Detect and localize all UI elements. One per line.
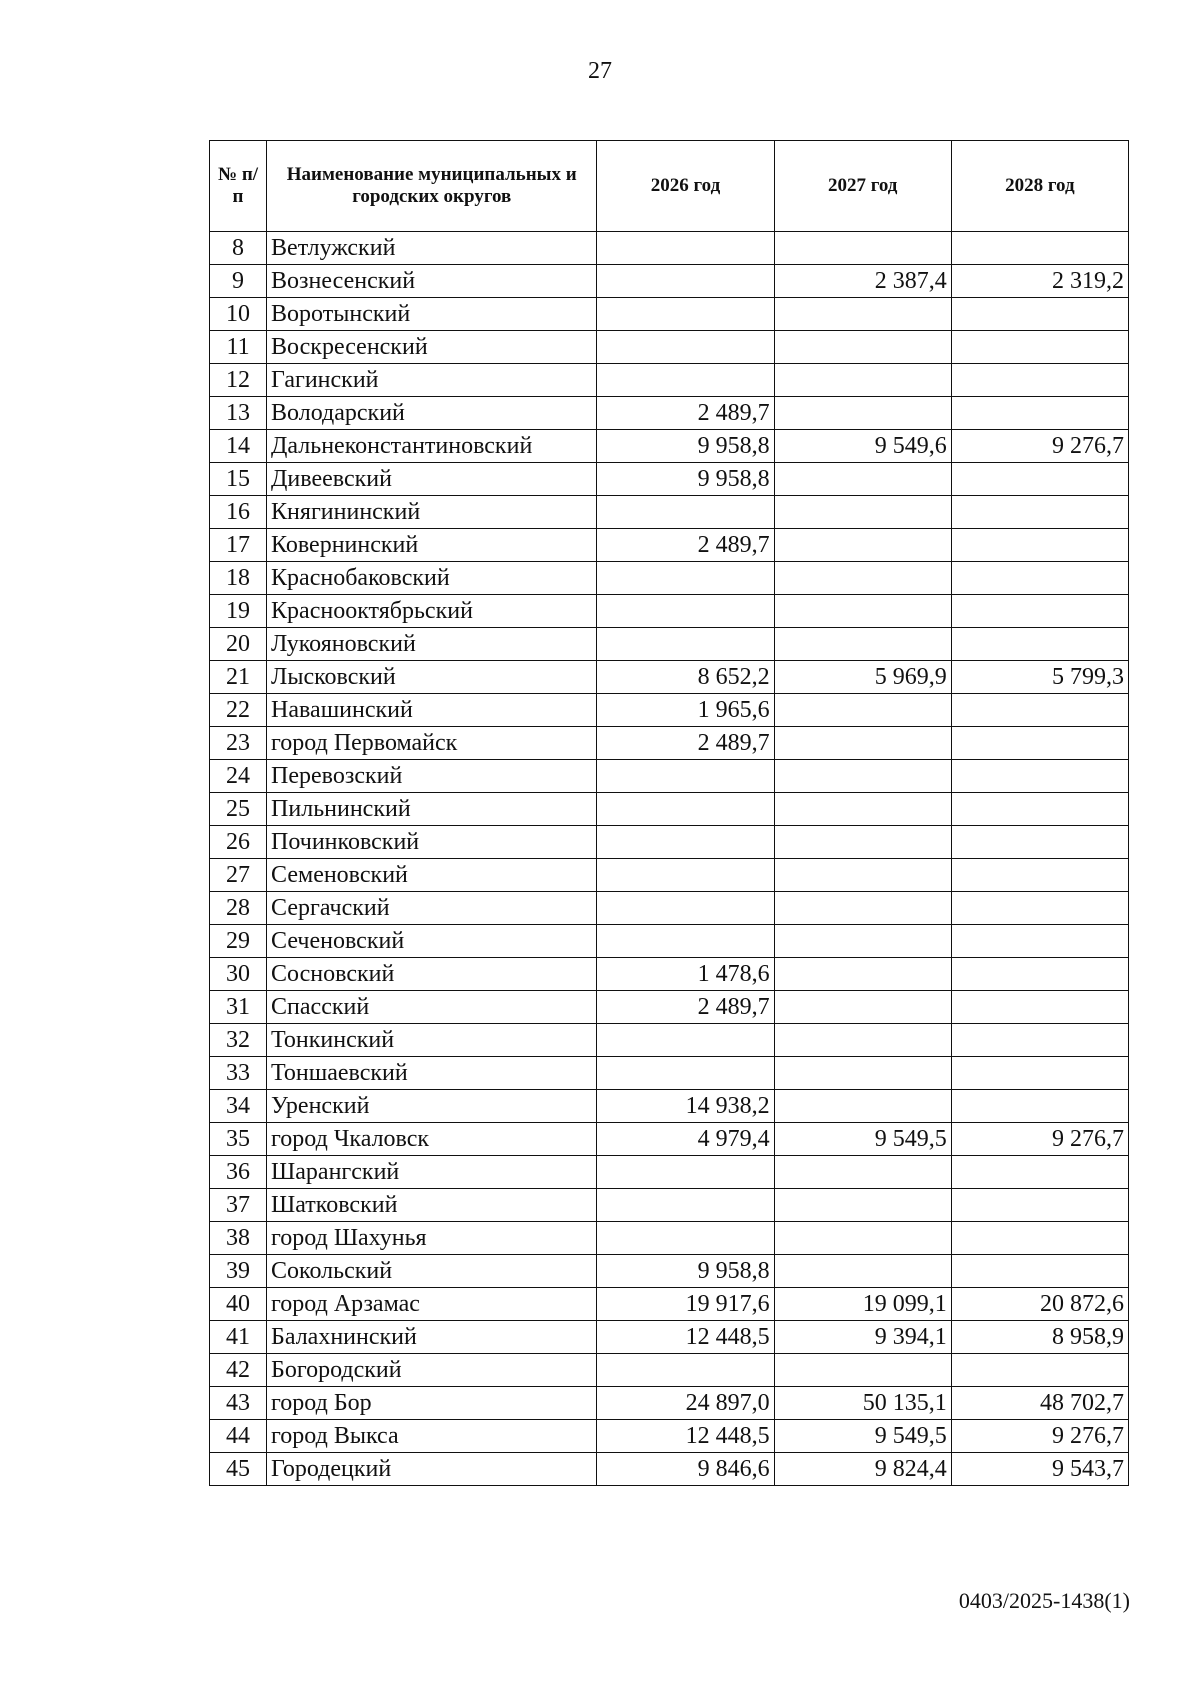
cell-number: 20 — [210, 628, 267, 661]
table-header-row — [210, 141, 1129, 232]
table-row — [210, 1222, 1129, 1255]
cell-municipality-name: Княгининский — [267, 496, 597, 529]
table-row — [210, 562, 1129, 595]
cell-2026 — [597, 232, 774, 265]
cell-2026 — [597, 892, 774, 925]
cell-number: 31 — [210, 991, 267, 1024]
cell-2026 — [597, 1057, 774, 1090]
cell-2028: 9 543,7 — [951, 1453, 1128, 1486]
cell-2028 — [951, 1024, 1128, 1057]
table-row — [210, 1453, 1129, 1486]
cell-2028 — [951, 1090, 1128, 1123]
cell-2026 — [597, 331, 774, 364]
cell-2026 — [597, 826, 774, 859]
cell-2027 — [774, 529, 951, 562]
cell-2026: 9 846,6 — [597, 1453, 774, 1486]
cell-municipality-name: Краснобаковский — [267, 562, 597, 595]
table-row — [210, 1189, 1129, 1222]
table-row — [210, 1420, 1129, 1453]
cell-number: 22 — [210, 694, 267, 727]
table-row — [210, 1255, 1129, 1288]
cell-number: 15 — [210, 463, 267, 496]
cell-municipality-name: Городецкий — [267, 1453, 597, 1486]
cell-municipality-name: Гагинский — [267, 364, 597, 397]
table-row — [210, 892, 1129, 925]
cell-municipality-name: Уренский — [267, 1090, 597, 1123]
cell-2026: 12 448,5 — [597, 1321, 774, 1354]
cell-2026: 2 489,7 — [597, 991, 774, 1024]
cell-2027 — [774, 859, 951, 892]
cell-2026 — [597, 760, 774, 793]
cell-2027: 5 969,9 — [774, 661, 951, 694]
cell-2028 — [951, 1255, 1128, 1288]
cell-municipality-name: Сокольский — [267, 1255, 597, 1288]
cell-2028: 2 319,2 — [951, 265, 1128, 298]
cell-2028 — [951, 331, 1128, 364]
table-row — [210, 760, 1129, 793]
cell-municipality-name: город Первомайск — [267, 727, 597, 760]
cell-2027 — [774, 562, 951, 595]
cell-municipality-name: Воскресенский — [267, 331, 597, 364]
cell-number: 44 — [210, 1420, 267, 1453]
table-body — [210, 232, 1129, 1486]
table-row — [210, 793, 1129, 826]
cell-2027 — [774, 1354, 951, 1387]
cell-2028 — [951, 595, 1128, 628]
cell-2026: 24 897,0 — [597, 1387, 774, 1420]
table-row — [210, 628, 1129, 661]
table-row — [210, 298, 1129, 331]
table-row — [210, 1123, 1129, 1156]
cell-2026 — [597, 1222, 774, 1255]
header-year-2028: 2028 год — [951, 141, 1128, 232]
cell-2026: 12 448,5 — [597, 1420, 774, 1453]
table-row — [210, 364, 1129, 397]
cell-number: 21 — [210, 661, 267, 694]
cell-2027 — [774, 793, 951, 826]
cell-2027 — [774, 364, 951, 397]
cell-2026 — [597, 859, 774, 892]
table-row — [210, 991, 1129, 1024]
cell-number: 14 — [210, 430, 267, 463]
document-id: 0403/2025-1438(1) — [958, 1588, 1130, 1613]
header-number: № п/п — [210, 141, 267, 232]
cell-2028 — [951, 628, 1128, 661]
cell-2026 — [597, 364, 774, 397]
cell-2027 — [774, 331, 951, 364]
cell-2027: 2 387,4 — [774, 265, 951, 298]
cell-number: 13 — [210, 397, 267, 430]
cell-2028 — [951, 1156, 1128, 1189]
cell-2027: 9 549,6 — [774, 430, 951, 463]
cell-municipality-name: город Арзамас — [267, 1288, 597, 1321]
cell-municipality-name: Спасский — [267, 991, 597, 1024]
cell-2026: 1 965,6 — [597, 694, 774, 727]
cell-2028: 20 872,6 — [951, 1288, 1128, 1321]
cell-2027: 9 549,5 — [774, 1420, 951, 1453]
table-row — [210, 496, 1129, 529]
cell-2027 — [774, 463, 951, 496]
table-row — [210, 430, 1129, 463]
header-year-2026: 2026 год — [597, 141, 774, 232]
cell-2028 — [951, 1189, 1128, 1222]
cell-municipality-name: Тоншаевский — [267, 1057, 597, 1090]
cell-2028 — [951, 463, 1128, 496]
cell-number: 34 — [210, 1090, 267, 1123]
table-row — [210, 463, 1129, 496]
cell-2026: 2 489,7 — [597, 397, 774, 430]
cell-municipality-name: Дивеевский — [267, 463, 597, 496]
cell-2026: 1 478,6 — [597, 958, 774, 991]
cell-2026 — [597, 1156, 774, 1189]
table-row — [210, 595, 1129, 628]
cell-municipality-name: Шатковский — [267, 1189, 597, 1222]
cell-2027 — [774, 760, 951, 793]
cell-2027 — [774, 958, 951, 991]
table-row — [210, 859, 1129, 892]
cell-2028 — [951, 397, 1128, 430]
cell-number: 43 — [210, 1387, 267, 1420]
cell-2028: 9 276,7 — [951, 1420, 1128, 1453]
cell-municipality-name: Сеченовский — [267, 925, 597, 958]
table-row — [210, 826, 1129, 859]
cell-number: 9 — [210, 265, 267, 298]
table-row — [210, 1156, 1129, 1189]
cell-number: 28 — [210, 892, 267, 925]
cell-municipality-name: Краснооктябрьский — [267, 595, 597, 628]
cell-2027 — [774, 892, 951, 925]
cell-2027 — [774, 628, 951, 661]
cell-2028 — [951, 1057, 1128, 1090]
cell-2028: 5 799,3 — [951, 661, 1128, 694]
cell-2028: 9 276,7 — [951, 430, 1128, 463]
cell-2027: 9 394,1 — [774, 1321, 951, 1354]
cell-municipality-name: Балахнинский — [267, 1321, 597, 1354]
cell-2028 — [951, 991, 1128, 1024]
table-row — [210, 1288, 1129, 1321]
table-row — [210, 727, 1129, 760]
cell-2028 — [951, 826, 1128, 859]
cell-municipality-name: Лысковский — [267, 661, 597, 694]
cell-2026: 9 958,8 — [597, 463, 774, 496]
cell-2026 — [597, 1189, 774, 1222]
cell-number: 24 — [210, 760, 267, 793]
table-row — [210, 661, 1129, 694]
table-row — [210, 1321, 1129, 1354]
cell-2026 — [597, 1354, 774, 1387]
table-row — [210, 958, 1129, 991]
table-row — [210, 925, 1129, 958]
cell-municipality-name: Сосновский — [267, 958, 597, 991]
cell-number: 19 — [210, 595, 267, 628]
cell-2028 — [951, 1354, 1128, 1387]
cell-2028 — [951, 298, 1128, 331]
cell-2028: 8 958,9 — [951, 1321, 1128, 1354]
cell-2028 — [951, 496, 1128, 529]
cell-2027 — [774, 1189, 951, 1222]
cell-2027 — [774, 1024, 951, 1057]
table-row — [210, 1057, 1129, 1090]
cell-2028 — [951, 694, 1128, 727]
cell-2028 — [951, 958, 1128, 991]
cell-municipality-name: Навашинский — [267, 694, 597, 727]
cell-2027 — [774, 925, 951, 958]
cell-number: 10 — [210, 298, 267, 331]
cell-2028 — [951, 364, 1128, 397]
cell-number: 25 — [210, 793, 267, 826]
cell-number: 30 — [210, 958, 267, 991]
cell-municipality-name: Володарский — [267, 397, 597, 430]
cell-municipality-name: город Чкаловск — [267, 1123, 597, 1156]
cell-2027: 19 099,1 — [774, 1288, 951, 1321]
cell-number: 16 — [210, 496, 267, 529]
cell-2028 — [951, 859, 1128, 892]
cell-2028 — [951, 760, 1128, 793]
cell-2027: 9 549,5 — [774, 1123, 951, 1156]
header-year-2027: 2027 год — [774, 141, 951, 232]
cell-municipality-name: Вознесенский — [267, 265, 597, 298]
table-row — [210, 1024, 1129, 1057]
cell-number: 45 — [210, 1453, 267, 1486]
cell-2026 — [597, 925, 774, 958]
cell-number: 26 — [210, 826, 267, 859]
cell-2026 — [597, 628, 774, 661]
cell-number: 17 — [210, 529, 267, 562]
cell-municipality-name: Ветлужский — [267, 232, 597, 265]
cell-2027 — [774, 232, 951, 265]
allocation-table — [209, 140, 1129, 1486]
cell-municipality-name: Перевозский — [267, 760, 597, 793]
cell-2026: 2 489,7 — [597, 529, 774, 562]
cell-2028 — [951, 727, 1128, 760]
table-row — [210, 232, 1129, 265]
table-row — [210, 265, 1129, 298]
cell-2027 — [774, 298, 951, 331]
cell-2028 — [951, 232, 1128, 265]
cell-municipality-name: Тонкинский — [267, 1024, 597, 1057]
cell-2027 — [774, 1255, 951, 1288]
cell-2028 — [951, 793, 1128, 826]
cell-2027 — [774, 1222, 951, 1255]
cell-number: 32 — [210, 1024, 267, 1057]
cell-2026: 9 958,8 — [597, 1255, 774, 1288]
cell-number: 27 — [210, 859, 267, 892]
cell-municipality-name: город Выкса — [267, 1420, 597, 1453]
cell-2027 — [774, 727, 951, 760]
cell-municipality-name: Сергачский — [267, 892, 597, 925]
cell-number: 8 — [210, 232, 267, 265]
cell-municipality-name: Дальнеконстантиновский — [267, 430, 597, 463]
cell-2028 — [951, 1222, 1128, 1255]
cell-2026: 9 958,8 — [597, 430, 774, 463]
cell-number: 39 — [210, 1255, 267, 1288]
cell-2027 — [774, 1156, 951, 1189]
cell-2028 — [951, 529, 1128, 562]
cell-2026 — [597, 562, 774, 595]
cell-2028 — [951, 892, 1128, 925]
table-row — [210, 331, 1129, 364]
table-row — [210, 397, 1129, 430]
cell-2027 — [774, 397, 951, 430]
cell-2026 — [597, 595, 774, 628]
cell-municipality-name: Богородский — [267, 1354, 597, 1387]
cell-2027 — [774, 496, 951, 529]
cell-2026: 19 917,6 — [597, 1288, 774, 1321]
cell-2027 — [774, 694, 951, 727]
page-number: 27 — [588, 58, 612, 84]
cell-number: 18 — [210, 562, 267, 595]
cell-2027 — [774, 826, 951, 859]
cell-number: 29 — [210, 925, 267, 958]
cell-municipality-name: город Шахунья — [267, 1222, 597, 1255]
cell-number: 38 — [210, 1222, 267, 1255]
cell-2027 — [774, 595, 951, 628]
table-row — [210, 1387, 1129, 1420]
table-row — [210, 529, 1129, 562]
cell-2027 — [774, 991, 951, 1024]
cell-2026 — [597, 1024, 774, 1057]
cell-2026: 4 979,4 — [597, 1123, 774, 1156]
cell-municipality-name: Воротынский — [267, 298, 597, 331]
cell-2026: 14 938,2 — [597, 1090, 774, 1123]
cell-municipality-name: Семеновский — [267, 859, 597, 892]
cell-number: 36 — [210, 1156, 267, 1189]
cell-2028: 9 276,7 — [951, 1123, 1128, 1156]
cell-number: 37 — [210, 1189, 267, 1222]
cell-2026 — [597, 496, 774, 529]
cell-2028 — [951, 562, 1128, 595]
cell-2028 — [951, 925, 1128, 958]
cell-municipality-name: город Бор — [267, 1387, 597, 1420]
cell-number: 40 — [210, 1288, 267, 1321]
cell-2027: 50 135,1 — [774, 1387, 951, 1420]
cell-2027: 9 824,4 — [774, 1453, 951, 1486]
cell-municipality-name: Починковский — [267, 826, 597, 859]
cell-2027 — [774, 1090, 951, 1123]
table-row — [210, 694, 1129, 727]
header-municipality-name: Наименование муниципальных и городских округов — [267, 141, 597, 232]
cell-2028: 48 702,7 — [951, 1387, 1128, 1420]
cell-number: 11 — [210, 331, 267, 364]
cell-municipality-name: Шарангский — [267, 1156, 597, 1189]
cell-number: 12 — [210, 364, 267, 397]
cell-number: 41 — [210, 1321, 267, 1354]
cell-2026 — [597, 793, 774, 826]
cell-municipality-name: Пильнинский — [267, 793, 597, 826]
table-row — [210, 1354, 1129, 1387]
cell-2027 — [774, 1057, 951, 1090]
cell-number: 23 — [210, 727, 267, 760]
cell-2026: 2 489,7 — [597, 727, 774, 760]
cell-number: 33 — [210, 1057, 267, 1090]
cell-2026: 8 652,2 — [597, 661, 774, 694]
cell-municipality-name: Лукояновский — [267, 628, 597, 661]
table-row — [210, 1090, 1129, 1123]
cell-municipality-name: Ковернинский — [267, 529, 597, 562]
cell-number: 35 — [210, 1123, 267, 1156]
cell-2026 — [597, 265, 774, 298]
cell-2026 — [597, 298, 774, 331]
cell-number: 42 — [210, 1354, 267, 1387]
